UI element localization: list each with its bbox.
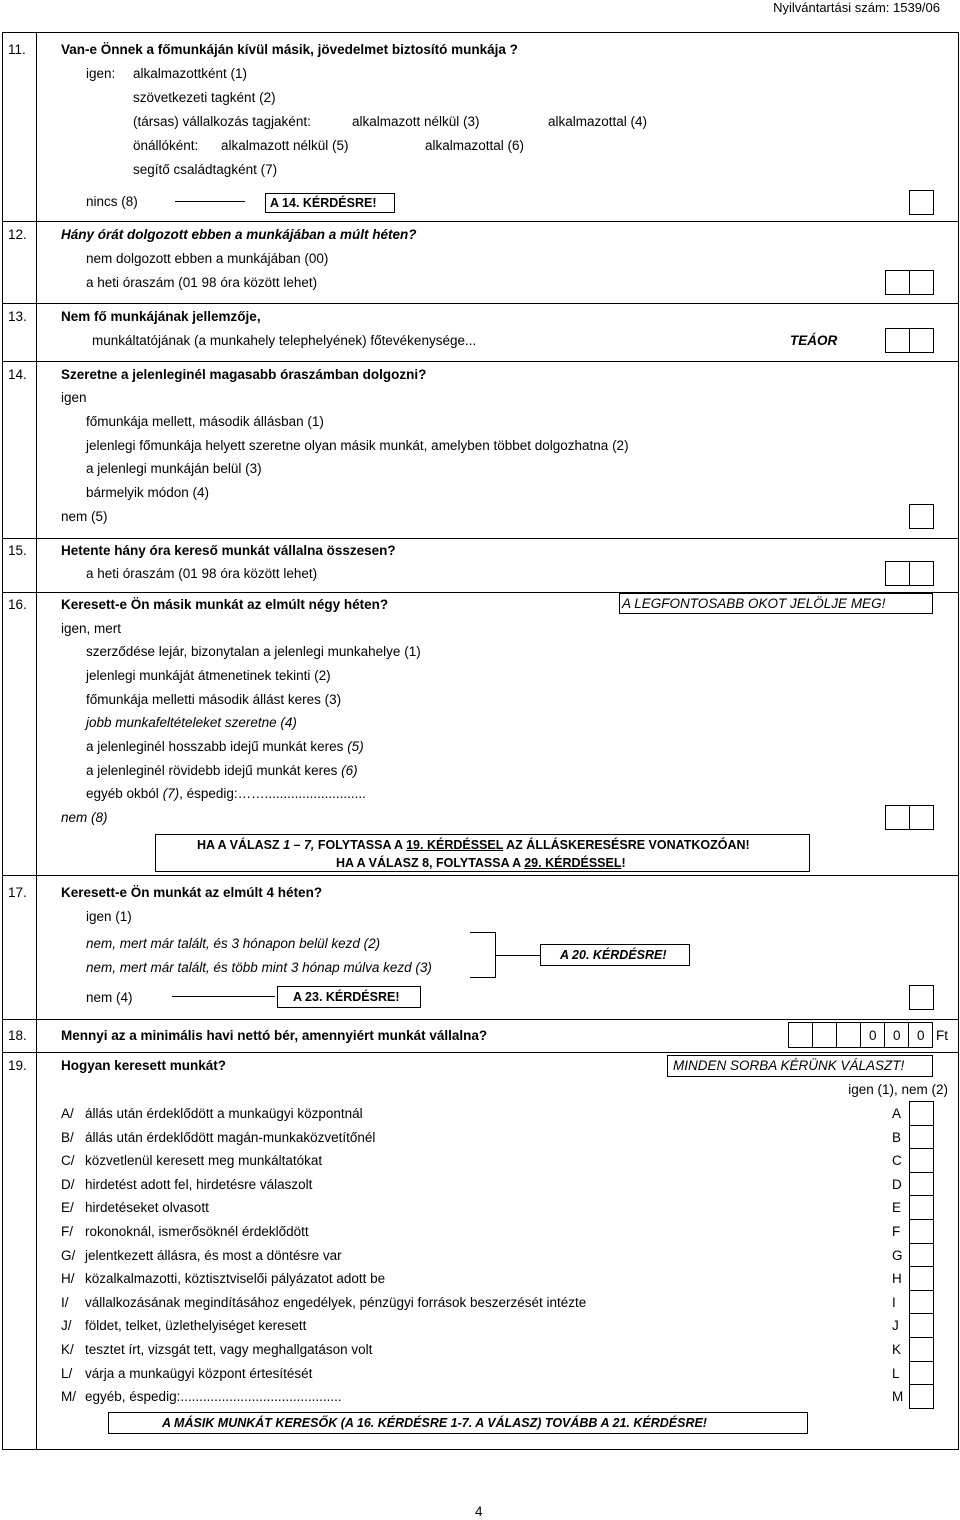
q11-option-3-label: (társas) vállalkozás tagjaként: [133, 114, 311, 129]
q18-currency: Ft [936, 1028, 948, 1043]
q12-line-2: a heti óraszám (01 98 óra között lehet) [86, 275, 318, 290]
q19-item-letter: C [892, 1153, 902, 1168]
q19-item-code: E/ [61, 1200, 74, 1215]
q12-title: Hány órát dolgozott ebben a munkájában a múlt héten? [61, 227, 417, 242]
q16-title: Keresett-e Ön másik munkát az elmúlt négy héten? [61, 597, 389, 612]
q11-option-7: segítő családtagként (7) [133, 162, 278, 177]
q17-goto23: A 23. KÉRDÉSRE! [293, 990, 400, 1004]
q11-arrow-line [175, 201, 245, 202]
q11-option-6: alkalmazottal (6) [425, 138, 525, 153]
number-column-divider [36, 32, 37, 1450]
q19-item-code: H/ [61, 1271, 75, 1286]
q19-item-text: földet, telket, üzlethelyiséget keresett [85, 1318, 307, 1333]
q19-item-answer-box[interactable] [909, 1313, 934, 1338]
q19-item-letter: K [892, 1342, 902, 1357]
q11-option-3: alkalmazott nélkül (3) [352, 114, 480, 129]
divider-17 [2, 875, 959, 876]
q12-answer-box-2[interactable] [909, 270, 934, 295]
q19-title: Hogyan keresett munkát? [61, 1058, 227, 1073]
divider-18 [2, 1019, 959, 1020]
q13-line-1: munkáltatójának (a munkahely telephelyének) főtevékenysége... [92, 333, 477, 348]
q14-nem: nem (5) [61, 509, 108, 524]
q15-answer-box-2[interactable] [909, 561, 934, 586]
q19-item-answer-box[interactable] [909, 1125, 934, 1150]
q16-option-1: szerződése lejár, bizonytalan a jelenlegi munkahelye (1) [86, 644, 421, 659]
q19-item-letter: F [892, 1224, 901, 1239]
divider-13 [2, 303, 959, 304]
q11-number: 11. [8, 42, 26, 57]
q14-option-4: bármelyik módon (4) [86, 485, 210, 500]
q15-title: Hetente hány óra kereső munkát vállalna összesen? [61, 543, 396, 558]
q15-answer-box-1[interactable] [885, 561, 910, 586]
q11-goto: A 14. KÉRDÉSRE! [270, 196, 377, 210]
q19-item-letter: J [892, 1318, 899, 1333]
q19-item-text: jelentkezett állásra, és most a döntésre var [85, 1248, 342, 1263]
q19-item-code: C/ [61, 1153, 75, 1168]
q17-option-2: nem, mert már talált, és 3 hónapon belül kezd (2) [86, 936, 381, 951]
divider-12 [2, 221, 959, 222]
q19-item-code: J/ [61, 1318, 72, 1333]
q19-item-code: M/ [61, 1389, 76, 1404]
q16-answer-box-1[interactable] [885, 805, 910, 830]
q11-option-2: szövetkezeti tagként (2) [133, 90, 276, 105]
q19-item-text: közvetlenül keresett meg munkáltatókat [85, 1153, 323, 1168]
q16-option-4: jobb munkafeltételeket szeretne (4) [86, 715, 297, 730]
q19-item-text: állás után érdeklődött magán-munkaközvetítőnél [85, 1130, 376, 1145]
q19-item-text: várja a munkaügyi központ értesítését [85, 1366, 313, 1381]
q19-item-letter: I [892, 1295, 896, 1310]
q16-instruction-2: HA A VÁLASZ 8, FOLYTASSA A 29. KÉRDÉSSEL! [336, 856, 626, 870]
q15-number: 15. [8, 543, 27, 558]
q19-item-code: A/ [61, 1106, 74, 1121]
q11-igen: igen: [86, 66, 116, 81]
q14-answer-box[interactable] [909, 504, 934, 529]
q13-number: 13. [8, 309, 27, 324]
q19-item-answer-box[interactable] [909, 1219, 934, 1244]
q17-answer-box[interactable] [909, 985, 934, 1010]
q19-item-answer-box[interactable] [909, 1243, 934, 1268]
q19-item-code: L/ [61, 1366, 73, 1381]
q19-item-answer-box[interactable] [909, 1290, 934, 1315]
q14-option-2: jelenlegi főmunkája helyett szeretne olyan másik munkát, amelyben többet dolgozhatna (2) [86, 438, 629, 453]
q19-item-code: K/ [61, 1342, 74, 1357]
q19-item-letter: G [892, 1248, 903, 1263]
q17-option-4: nem (4) [86, 990, 133, 1005]
q18-box-1[interactable] [788, 1022, 813, 1048]
q14-title: Szeretne a jelenleginél magasabb óraszámban dolgozni? [61, 367, 427, 382]
q19-note: MINDEN SORBA KÉRÜNK VÁLASZT! [673, 1058, 905, 1073]
q19-item-text: egyéb, éspedig:........................................... [85, 1389, 342, 1404]
q19-item-letter: E [892, 1200, 902, 1215]
q19-item-answer-box[interactable] [909, 1266, 934, 1291]
q19-item-text: közalkalmazotti, köztisztviselői pályázatot adott be [85, 1271, 386, 1286]
q17-title: Keresett-e Ön munkát az elmúlt 4 héten? [61, 885, 323, 900]
q13-answer-box-2[interactable] [909, 328, 934, 353]
q19-item-letter: D [892, 1177, 902, 1192]
divider-14 [2, 361, 959, 362]
q19-item-letter: M [892, 1389, 904, 1404]
q16-nem: nem (8) [61, 810, 108, 825]
q16-option-6: a jelenleginél rövidebb idejű munkát keres (6) [86, 763, 358, 778]
q18-zero-2: 0 [893, 1028, 901, 1043]
q18-zero-1: 0 [869, 1028, 877, 1043]
q14-number: 14. [8, 367, 27, 382]
q11-option-1: alkalmazottként (1) [133, 66, 248, 81]
q18-number: 18. [8, 1028, 27, 1043]
q17-bracket-bottom [470, 977, 496, 978]
q12-line-1: nem dolgozott ebben a munkájában (00) [86, 251, 329, 266]
q19-item-letter: L [892, 1366, 900, 1381]
q19-item-text: tesztet írt, vizsgát tett, vagy meghallgatáson volt [85, 1342, 373, 1357]
q19-item-letter: B [892, 1130, 902, 1145]
q11-option-5-label: önállóként: [133, 138, 199, 153]
q14-option-1: főmunkája mellett, második állásban (1) [86, 414, 324, 429]
q11-answer-box[interactable] [909, 190, 934, 215]
q15-line-1: a heti óraszám (01 98 óra között lehet) [86, 566, 318, 581]
q19-item-answer-box[interactable] [909, 1148, 934, 1173]
q19-item-text: vállalkozásának megindításához engedélyek, pénzügyi források beszerzését intézte [85, 1295, 587, 1310]
q19-item-code: F/ [61, 1224, 73, 1239]
q11-nincs: nincs (8) [86, 194, 138, 209]
q17-bracket-top [470, 932, 496, 933]
q13-title: Nem fő munkájának jellemzője, [61, 309, 261, 324]
q19-item-code: I/ [61, 1295, 69, 1310]
q19-item-code: G/ [61, 1248, 76, 1263]
q19-number: 19. [8, 1058, 27, 1073]
page-number: 4 [475, 1504, 483, 1519]
q14-igen: igen [61, 390, 87, 405]
q12-number: 12. [8, 227, 27, 242]
q19-item-answer-box[interactable] [909, 1195, 934, 1220]
q17-option-1: igen (1) [86, 909, 132, 924]
q11-title: Van-e Önnek a főmunkáján kívül másik, jövedelmet biztosító munkája ? [61, 42, 518, 57]
q19-item-answer-box[interactable] [909, 1361, 934, 1386]
q19-item-letter: A [892, 1106, 902, 1121]
q19-item-text: hirdetést adott fel, hirdetésre válaszolt [85, 1177, 313, 1192]
q16-option-2: jelenlegi munkáját átmenetinek tekinti (2) [86, 668, 331, 683]
q18-title: Mennyi az a minimális havi nettó bér, amennyiért munkát vállalna? [61, 1028, 488, 1043]
q11-option-4: alkalmazottal (4) [548, 114, 648, 129]
q17-arrow-line [172, 996, 275, 997]
q16-option-7: egyéb okból (7), éspedig:……........................... [86, 786, 366, 801]
q16-option-5: a jelenleginél hosszabb idejű munkát keres (5) [86, 739, 364, 754]
q13-teaor: TEÁOR [790, 333, 838, 348]
q19-item-answer-box[interactable] [909, 1337, 934, 1362]
q14-option-3: a jelenlegi munkáján belül (3) [86, 461, 262, 476]
q19-footer: A MÁSIK MUNKÁT KERESŐK (A 16. KÉRDÉSRE 1-7. A VÁLASZ) TOVÁBB A 21. KÉRDÉSRE! [162, 1416, 707, 1430]
q17-number: 17. [8, 885, 27, 900]
q16-instruction-1: HA A VÁLASZ 1 – 7, FOLYTASSA A 19. KÉRDÉSSEL AZ ÁLLÁSKERESÉSRE VONATKOZÓAN! [197, 838, 750, 852]
q16-answer-box-2[interactable] [909, 805, 934, 830]
q19-item-code: D/ [61, 1177, 75, 1192]
q19-item-answer-box[interactable] [909, 1101, 934, 1126]
q11-option-5: alkalmazott nélkül (5) [221, 138, 349, 153]
q16-option-3: főmunkája melletti második állást keres (3) [86, 692, 342, 707]
q19-item-letter: H [892, 1271, 902, 1286]
q17-goto20: A 20. KÉRDÉSRE! [560, 948, 667, 962]
q18-box-3[interactable] [836, 1022, 861, 1048]
registration-number: Nyilvántartási szám: 1539/06 [773, 0, 940, 15]
q13-answer-box-1[interactable] [885, 328, 910, 353]
q17-bracket-arrow [495, 955, 540, 956]
q19-legend: igen (1), nem (2) [848, 1082, 948, 1097]
q12-answer-box-1[interactable] [885, 270, 910, 295]
q18-zero-3: 0 [917, 1028, 925, 1043]
q19-item-answer-box[interactable] [909, 1172, 934, 1197]
q19-item-text: állás után érdeklődött a munkaügyi központnál [85, 1106, 363, 1121]
q16-note: A LEGFONTOSABB OKOT JELÖLJE MEG! [622, 596, 886, 611]
divider-15 [2, 538, 959, 539]
divider-19 [2, 1052, 959, 1053]
q16-number: 16. [8, 597, 27, 612]
q19-item-code: B/ [61, 1130, 74, 1145]
q17-option-3: nem, mert már talált, és több mint 3 hónap múlva kezd (3) [86, 960, 432, 975]
q18-box-2[interactable] [812, 1022, 837, 1048]
q19-item-text: hirdetéseket olvasott [85, 1200, 209, 1215]
q19-item-text: rokonoknál, ismerősöknél érdeklődött [85, 1224, 309, 1239]
q19-item-answer-box[interactable] [909, 1384, 934, 1409]
q16-igen: igen, mert [61, 621, 122, 636]
